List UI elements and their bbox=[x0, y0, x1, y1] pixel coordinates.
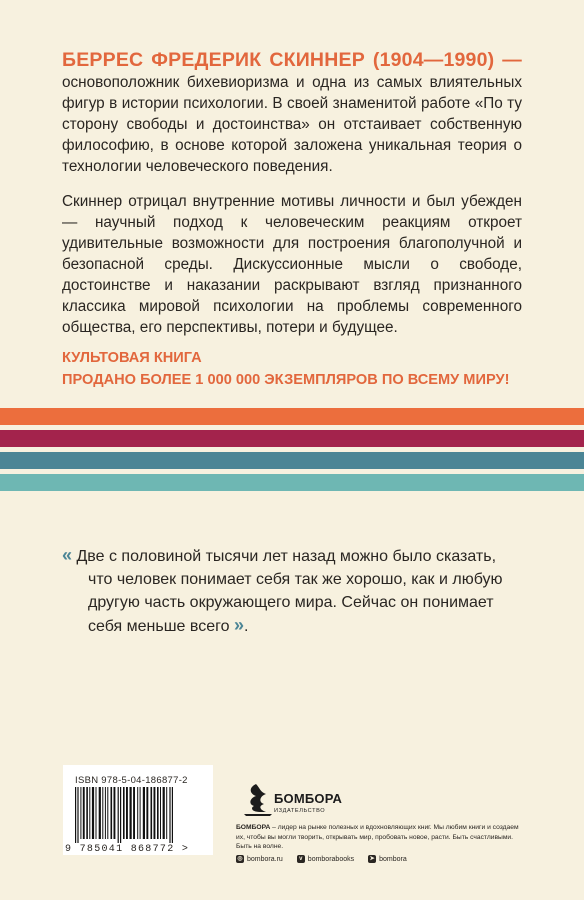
globe-icon: ◎ bbox=[237, 856, 243, 862]
barcode-bar bbox=[157, 787, 159, 839]
barcode-bar bbox=[118, 787, 119, 843]
social-telegram[interactable]: ➤ bombora bbox=[369, 855, 407, 863]
barcode-bars bbox=[75, 787, 203, 843]
intro-text: основоположник бихевиоризма и одна из самых влиятельных фигур в истории психологии. В своей знаменитой работе «По ту сторону свободы и достоинства» он отстаивает собственную философию, в основе которой заложена уникальная теория о технологии человеческого поведения. bbox=[62, 74, 522, 175]
description-paragraph: Скиннер отрицал внутренние мотивы личности и был убежден — научный подход к человеческим реакциям откроет удивительные возможности для построения благополучной и безопасной среды. Дискуссионные мысли о свободе, достоинстве и наказании раскрывают взгляд признанного классика мировой психологии на проблемы современного общества, его перспективы, потери и будущее. bbox=[62, 193, 522, 336]
barcode-bar bbox=[126, 787, 128, 839]
isbn-barcode bbox=[63, 765, 213, 855]
telegram-icon: ➤ bbox=[369, 856, 375, 862]
social-vk[interactable]: v bomborabooks bbox=[297, 855, 354, 863]
publisher-about: БОМБОРА – лидер на рынке полезных и вдохновляющих книг. Мы любим книги и создаем их, чтобы вы могли творить, открывать мир, пробовать новое, расти. Быть счастливыми. Быть на волне. bbox=[236, 824, 519, 850]
barcode-bar bbox=[172, 787, 173, 843]
quote-block bbox=[62, 544, 532, 638]
barcode-bar bbox=[140, 787, 141, 839]
close-quote-mark: » bbox=[233, 615, 244, 635]
barcode-bar bbox=[89, 787, 90, 839]
barcode-bar bbox=[120, 787, 121, 843]
author-name: БЕРРЕС ФРЕДЕРИК СКИННЕР (1904—1990) — bbox=[62, 49, 522, 71]
barcode-bar bbox=[114, 787, 116, 839]
publisher-subtitle: ИЗДАТЕЛЬСТВО bbox=[274, 808, 326, 814]
quote-line-4: себя меньше всего ». bbox=[88, 615, 249, 635]
barcode-bar bbox=[123, 787, 125, 839]
stripe-crimson bbox=[0, 430, 584, 447]
barcode-bar bbox=[102, 787, 103, 839]
author-intro bbox=[62, 50, 522, 177]
quote-line-1: « Две с половиной тысячи лет назад можно было сказать, bbox=[62, 545, 497, 565]
barcode-bar bbox=[146, 787, 148, 839]
barcode-bar bbox=[83, 787, 85, 839]
barcode-bar bbox=[160, 787, 161, 839]
ean-digits: 9 785041 868772 > bbox=[65, 844, 190, 855]
open-quote-mark: « bbox=[62, 545, 73, 565]
vk-icon: v bbox=[297, 855, 305, 863]
barcode-bar bbox=[92, 787, 94, 839]
quote-line-2: что человек понимает себя так же хорошо, как и любую bbox=[88, 571, 503, 588]
barcode-bar bbox=[75, 787, 76, 843]
barcode-bar bbox=[163, 787, 165, 839]
social-website[interactable]: ◎ bombora.ru bbox=[237, 855, 283, 863]
tagline-line-1: КУЛЬТОВАЯ КНИГА bbox=[62, 350, 202, 366]
barcode-bar bbox=[111, 787, 113, 839]
stripe-teal bbox=[0, 452, 584, 469]
tagline-line-2: ПРОДАНО БОЛЕЕ 1 000 000 ЭКЗЕМПЛЯРОВ ПО ВСЕМУ МИРУ! bbox=[62, 372, 510, 388]
quote-line-3: другую часть окружающего мира. Сейчас он понимает bbox=[88, 594, 494, 611]
barcode-bar bbox=[166, 787, 167, 839]
barcode-bar bbox=[77, 787, 78, 843]
barcode-bar bbox=[105, 787, 106, 839]
barcode-bar bbox=[86, 787, 88, 839]
isbn-text: ISBN 978-5-04-186877-2 bbox=[75, 775, 188, 786]
barcode-bar bbox=[154, 787, 156, 839]
publisher-name: БОМБОРА bbox=[274, 791, 343, 806]
tagline bbox=[62, 347, 532, 391]
barcode-bar bbox=[133, 787, 135, 839]
barcode-bar bbox=[169, 787, 170, 843]
stripe-orange bbox=[0, 408, 584, 425]
barcode-bar bbox=[151, 787, 153, 839]
barcode-bar bbox=[130, 787, 132, 839]
barcode-bar bbox=[80, 787, 81, 839]
stripe-aqua bbox=[0, 474, 584, 491]
barcode-bar bbox=[96, 787, 97, 839]
barcode-bar bbox=[99, 787, 101, 839]
barcode-bar bbox=[107, 787, 108, 839]
barcode-bar bbox=[143, 787, 145, 839]
publisher-socials bbox=[236, 855, 407, 863]
barcode-bar bbox=[137, 787, 138, 839]
